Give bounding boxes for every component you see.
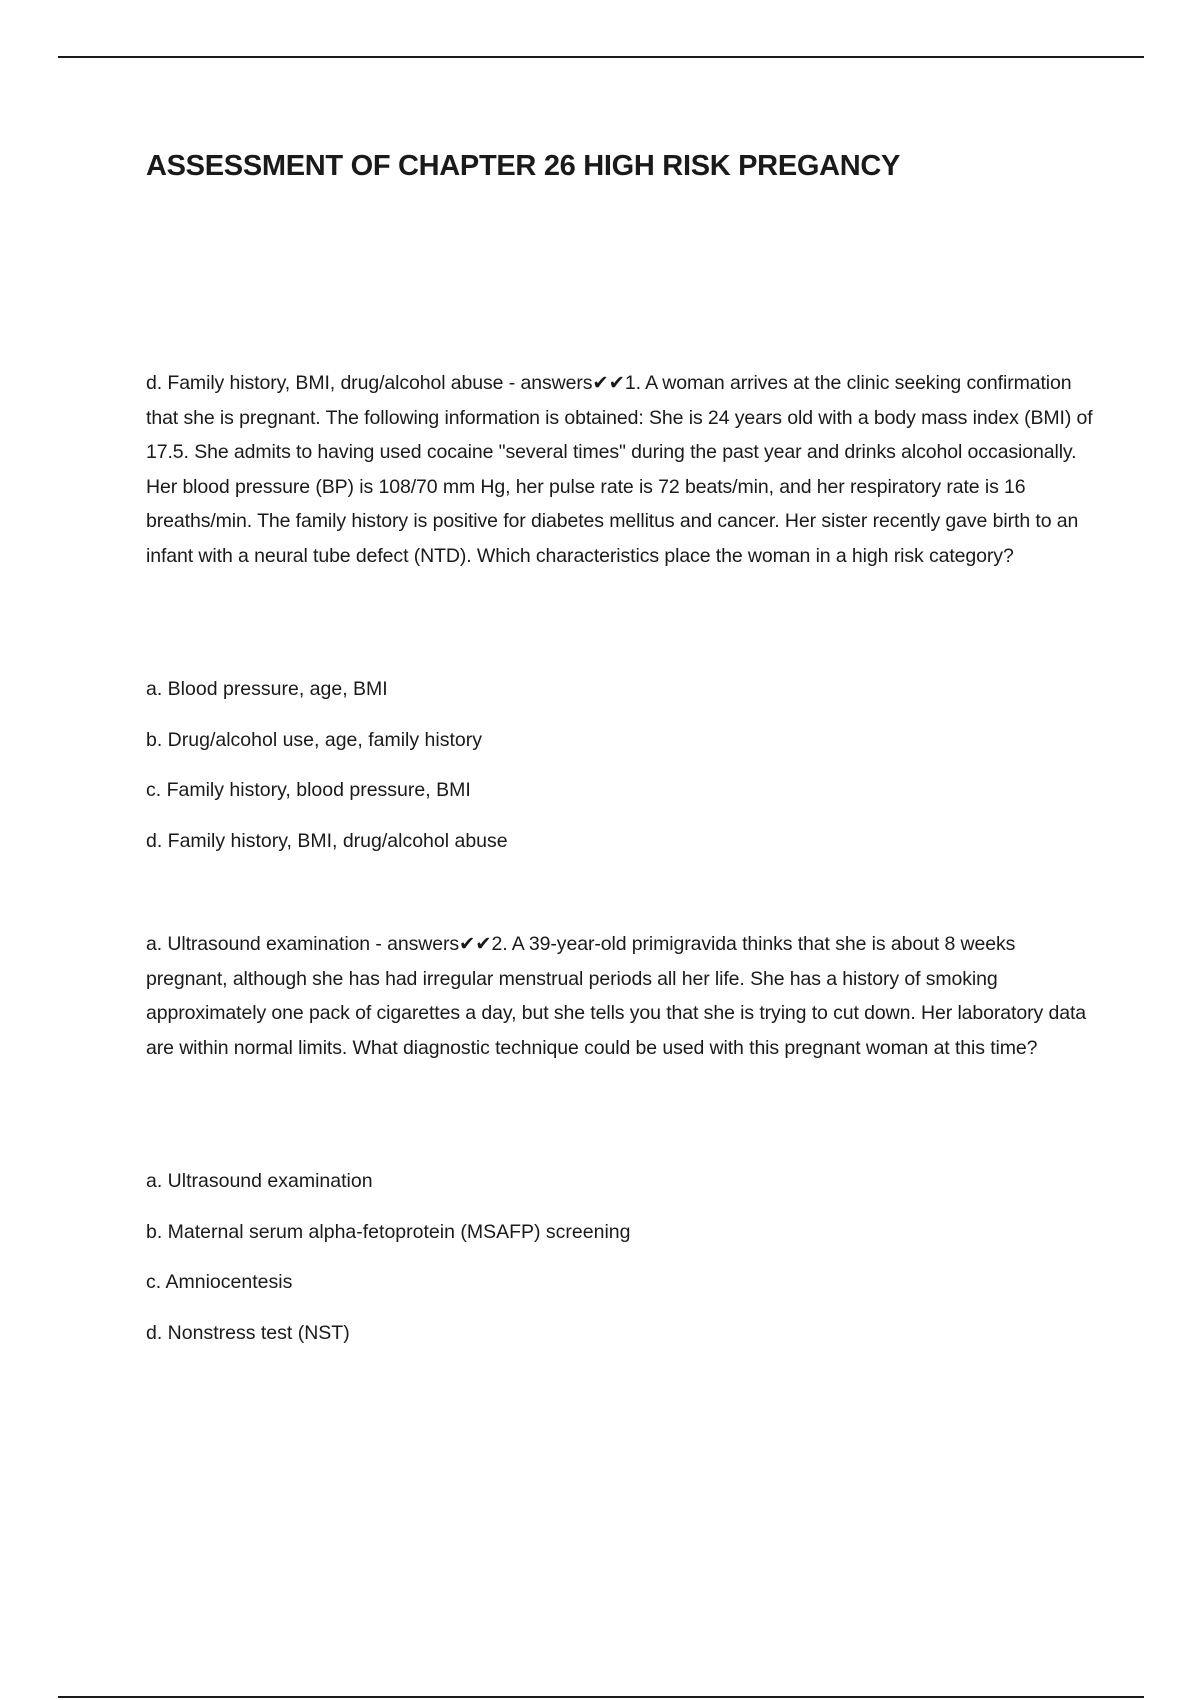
question-1-text: d. Family history, BMI, drug/alcohol abuse - answers✔✔1. A woman arrives at the clinic seeking confirmation that she is pregnant. The following information is obtained: She is 24 years old with a body mass index (BMI) of 17.5. She admits to having used cocaine "several times" during the past year and drinks alcohol occasionally. Her blood pressure (BP) is 108/70 mm Hg, her pulse rate is 72 beats/min, and her respiratory rate is 16 breaths/min. The family history is positive for diabetes mellitus and cancer. Her sister recently gave birth to an infant with a neural tube defect (NTD). Which characteristics place the woman in a high risk category?: [146, 372, 1093, 567]
bottom-divider: [58, 1696, 1144, 1698]
option-item: a. Ultrasound examination: [146, 1170, 373, 1192]
question-2-text: a. Ultrasound examination - answers✔✔2. A 39-year-old primigravida thinks that she is about 8 weeks pregnant, although she has had irregular menstrual periods all her life. She has a history of smoking approximately one pack of cigarettes a day, but she tells you that she is trying to cut down. Her laboratory data are within normal limits. What diagnostic technique could be used with this pregnant woman at this time?: [146, 933, 1087, 1059]
option-item: c. Amniocentesis: [146, 1271, 293, 1293]
option-item: b. Maternal serum alpha-fetoprotein (MSAFP) screening: [146, 1220, 631, 1243]
option-item: c. Family history, blood pressure, BMI: [146, 779, 471, 801]
option-item: b. Drug/alcohol use, age, family history: [146, 728, 482, 751]
document-title: ASSESSMENT OF CHAPTER 26 HIGH RISK PREGANCY: [146, 150, 901, 182]
option-item: a. Blood pressure, age, BMI: [146, 678, 388, 700]
question-2-options: [146, 1164, 630, 1366]
option-item: d. Family history, BMI, drug/alcohol abuse: [146, 829, 508, 852]
top-divider: [58, 56, 1144, 58]
question-1-options: [146, 672, 508, 874]
option-item: d. Nonstress test (NST): [146, 1321, 350, 1344]
